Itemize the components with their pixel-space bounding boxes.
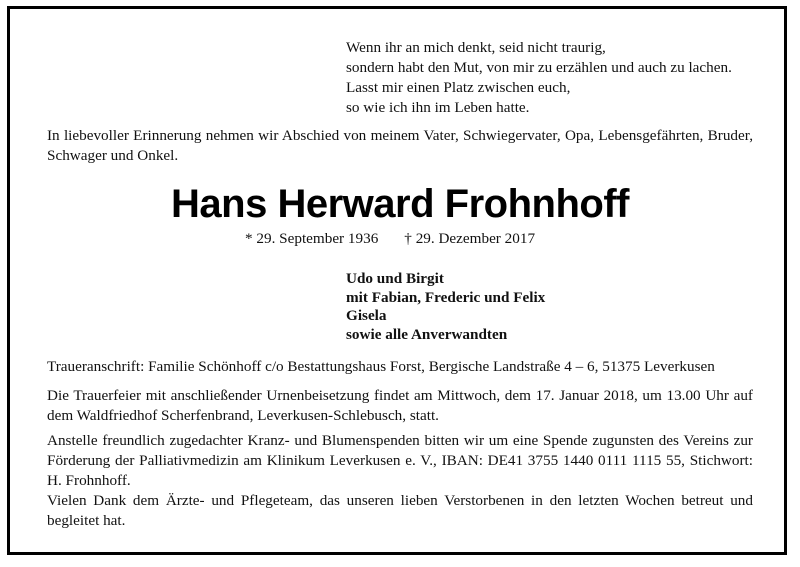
poem-line: Lasst mir einen Platz zwischen euch, bbox=[346, 79, 571, 96]
funeral-info: Die Trauerfeier mit anschließender Urnenbeisetzung findet am Mittwoch, dem 17. Januar 2018, um 13.00 Uhr auf dem Waldfriedhof Scherfenbrand, Leverkusen-Schlebusch, statt. bbox=[47, 387, 753, 424]
mourner-line: Udo und Birgit bbox=[346, 270, 444, 287]
life-dates bbox=[245, 229, 535, 249]
death-date: † 29. Dezember 2017 bbox=[404, 230, 536, 247]
thanks-note: Vielen Dank dem Ärzte- und Pflegeteam, das unseren lieben Verstorbenen in den letzten Wochen betreut und begleitet hat. bbox=[47, 492, 753, 529]
poem-line: sondern habt den Mut, von mir zu erzählen und auch zu lachen. bbox=[346, 59, 732, 76]
mourner-line: Gisela bbox=[346, 307, 387, 324]
birth-date: * 29. September 1936 bbox=[245, 230, 379, 247]
poem bbox=[346, 38, 732, 118]
poem-line: Wenn ihr an mich denkt, seid nicht traurig, bbox=[346, 39, 606, 56]
mourner-line: sowie alle Anverwandten bbox=[346, 325, 508, 343]
donation-info: Anstelle freundlich zugedachter Kranz- und Blumenspenden bitten wir um eine Spende zugunsten des Vereins zur Förderung der Palliativmedizin am Klinikum Leverkusen e. V., IBAN: DE41 3755 1440 0111 1115 55, Stichwort: H. Frohnhoff. bbox=[47, 432, 753, 489]
mourners-list bbox=[346, 270, 545, 344]
mourning-address: Traueranschrift: Familie Schönhoff c/o Bestattungshaus Forst, Bergische Landstraße 4 – 6, 51375 Leverkusen bbox=[47, 358, 715, 375]
mourner-line: mit Fabian, Frederic und Felix bbox=[346, 288, 546, 306]
deceased-name: Hans Herward Frohnhoff bbox=[171, 182, 629, 226]
intro-text: In liebevoller Erinnerung nehmen wir Abschied von meinem Vater, Schwiegervater, Opa, Lebensgefährten, Bruder, Schwager und Onkel. bbox=[47, 127, 753, 164]
poem-line: so wie ich ihn im Leben hatte. bbox=[346, 99, 530, 116]
